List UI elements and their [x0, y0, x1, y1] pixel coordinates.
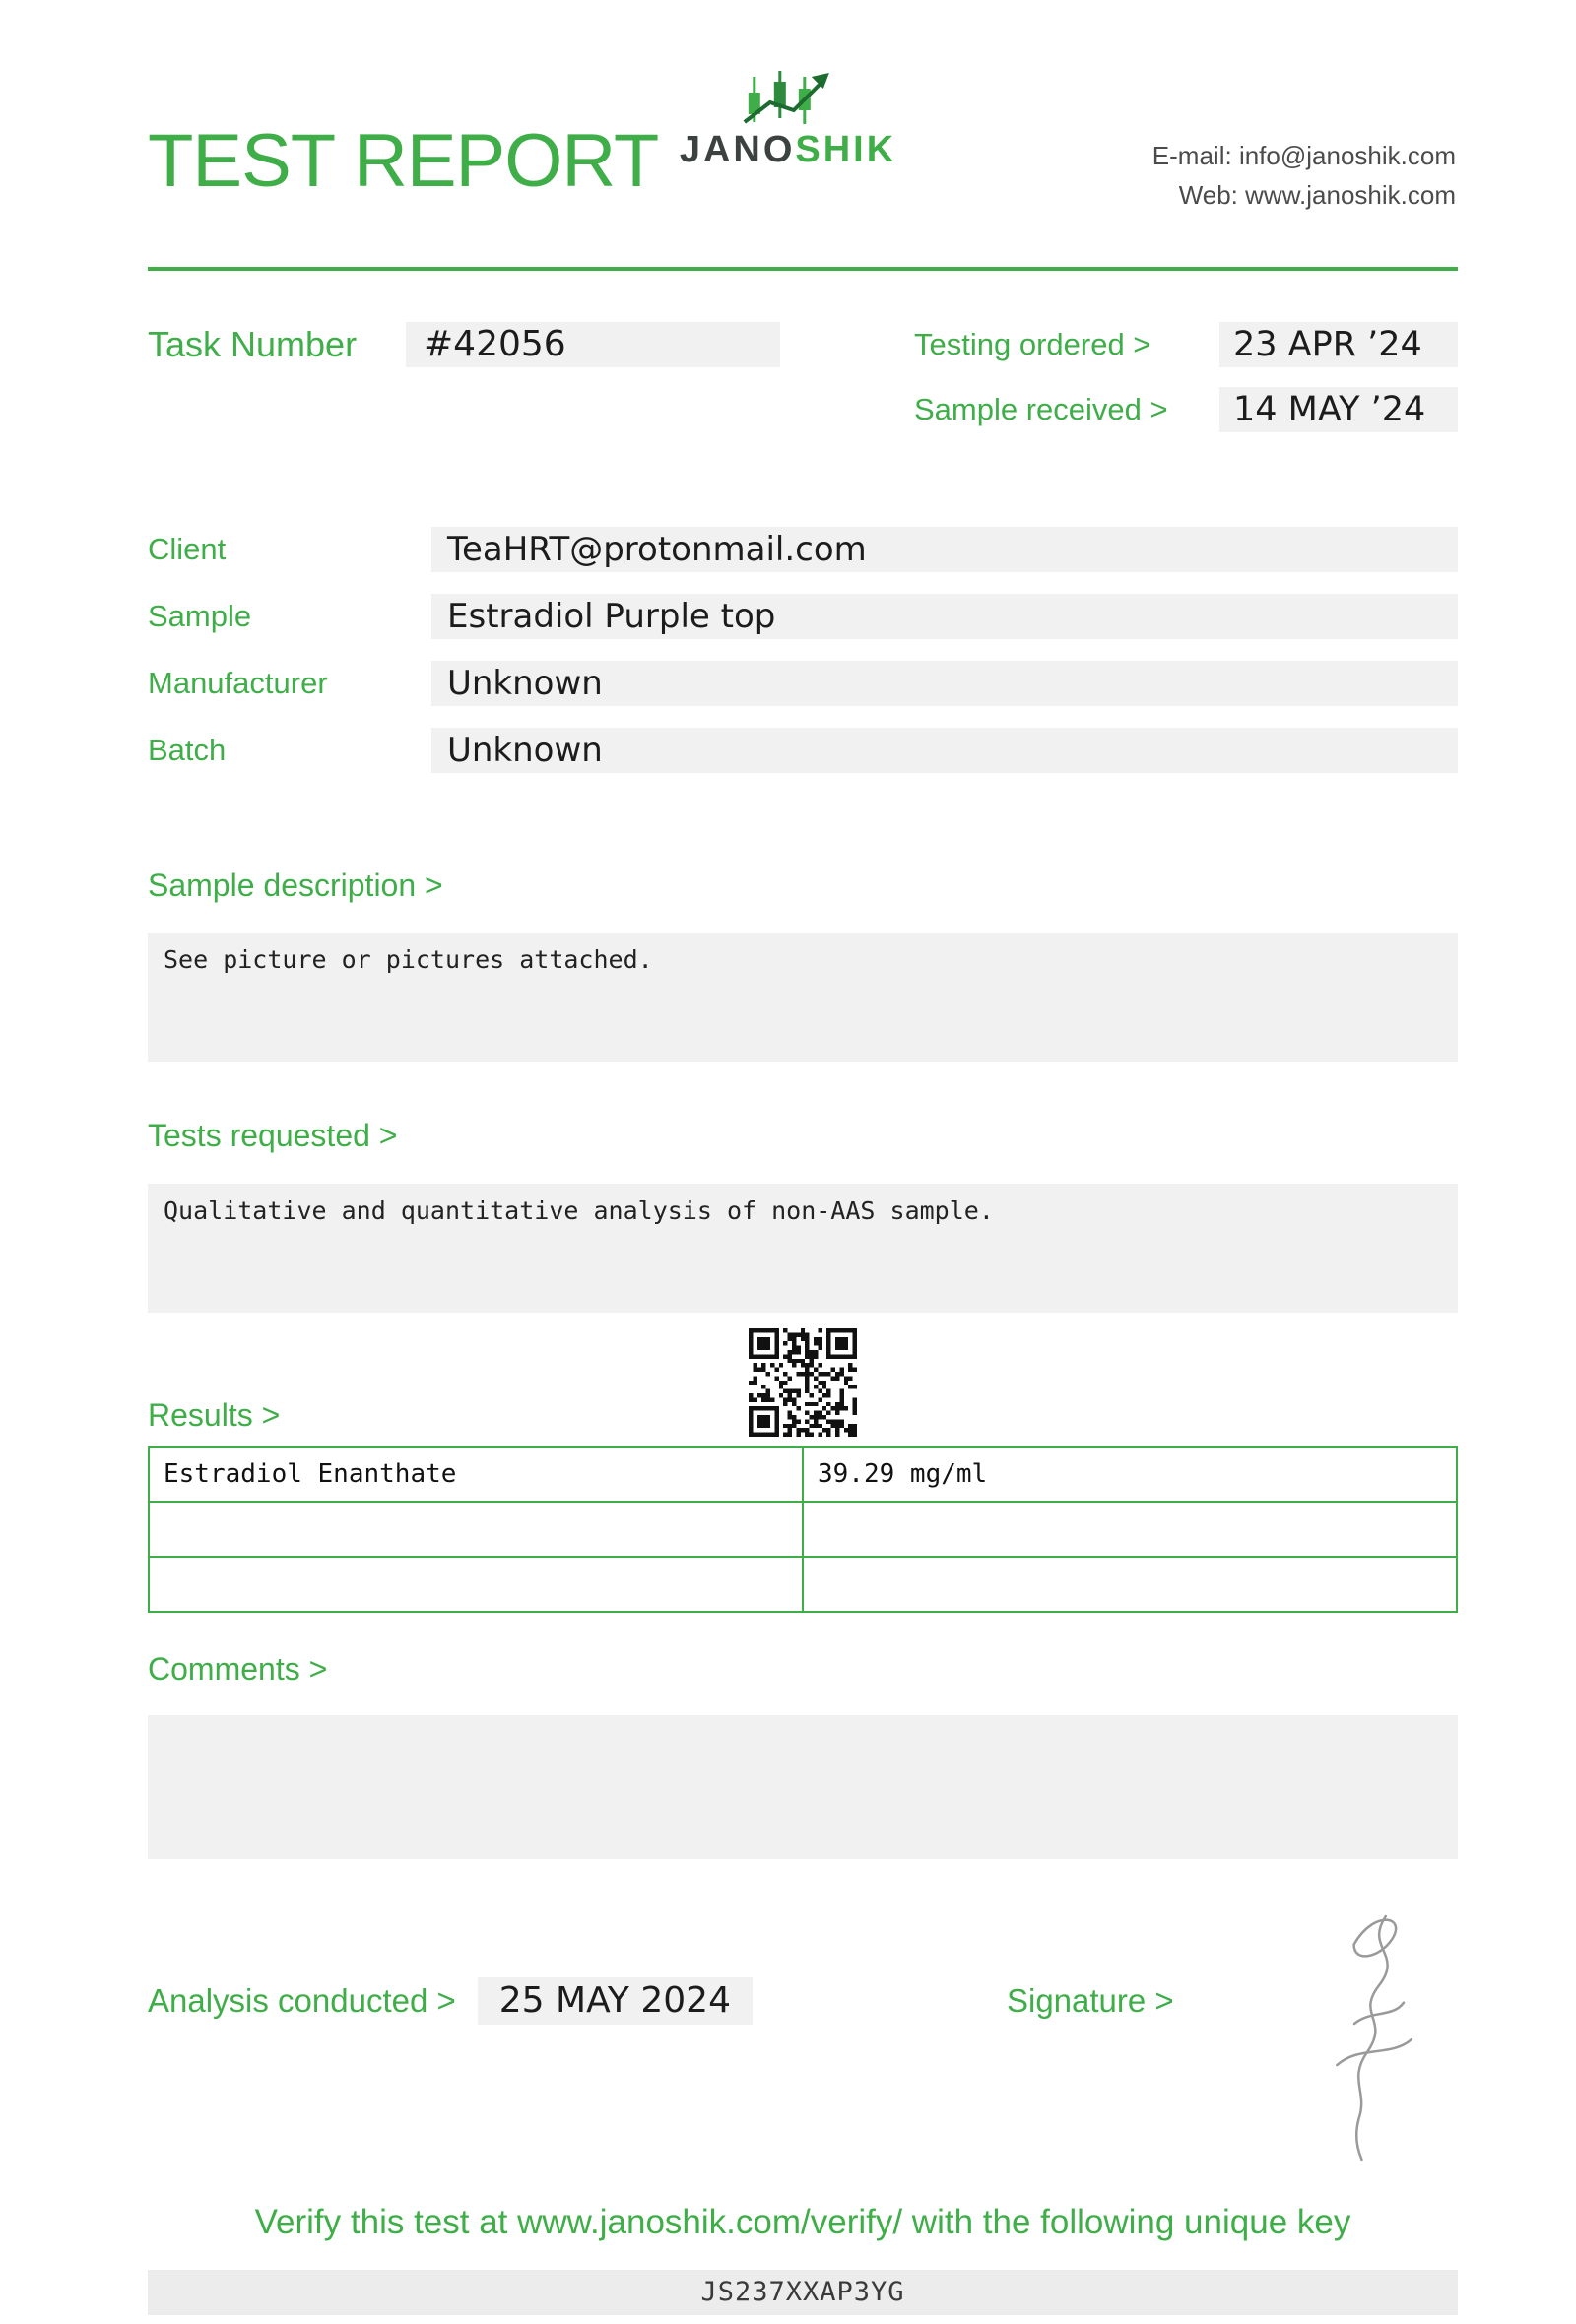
task-section [148, 322, 1458, 432]
verify-text: Verify this test at www.janoshik.com/verify/ with the following unique key [254, 2203, 1351, 2242]
batch-label: Batch [148, 733, 227, 767]
sample-description-text: See picture or pictures attached. [164, 944, 653, 974]
task-number-value: #42056 [406, 322, 780, 367]
result-substance [149, 1502, 803, 1557]
manufacturer-value: Unknown [431, 661, 1458, 706]
tests-requested-text: Qualitative and quantitative analysis of non-AAS sample. [164, 1195, 994, 1225]
contact-block [1152, 136, 1456, 215]
info-row-batch [148, 728, 1458, 773]
testing-ordered-label: Testing ordered > [914, 327, 1151, 361]
result-substance [149, 1557, 803, 1612]
comments-heading: Comments > [148, 1650, 328, 1687]
page-title: TEST REPORT [148, 119, 659, 203]
comments-box [148, 1715, 1458, 1859]
tests-requested-box [148, 1184, 1458, 1313]
manufacturer-label: Manufacturer [148, 666, 328, 700]
info-row-sample [148, 594, 1458, 639]
email-label: E-mail: [1151, 141, 1232, 170]
client-label: Client [148, 532, 227, 566]
logo-wordmark-dark: JANO [679, 129, 796, 170]
client-value: TeaHRT@protonmail.com [431, 527, 1458, 572]
analysis-row [148, 1977, 1458, 2025]
sample-label: Sample [148, 599, 252, 633]
table-row [149, 1447, 1457, 1502]
table-row [149, 1557, 1457, 1612]
sample-received-label: Sample received > [914, 392, 1168, 426]
web-label: Web: [1178, 180, 1238, 210]
table-row [149, 1502, 1457, 1557]
result-concentration [803, 1557, 1457, 1612]
signature-label: Signature > [1006, 1982, 1174, 2020]
task-dates [914, 322, 1458, 432]
sample-description-box [148, 933, 1458, 1062]
testing-ordered-row [914, 322, 1458, 367]
analysis-conducted-value: 25 MAY 2024 [478, 1977, 753, 2025]
task-number-row [148, 322, 780, 432]
contact-email-line [1152, 136, 1456, 175]
analysis-conducted-label: Analysis conducted > [148, 1982, 456, 2020]
testing-ordered-value: 23 APR ’24 [1219, 322, 1458, 367]
header-divider [148, 267, 1458, 271]
email-value: info@janoshik.com [1238, 141, 1456, 170]
sample-received-row [914, 387, 1458, 432]
sample-received-value: 14 MAY ’24 [1219, 387, 1458, 432]
task-number-label: Task Number [148, 324, 358, 364]
sample-value: Estradiol Purple top [431, 594, 1458, 639]
janoshik-logo [680, 69, 896, 171]
unique-key: JS237XXAP3YG [148, 2270, 1458, 2315]
result-concentration: 39.29 mg/ml [803, 1447, 1457, 1502]
results-heading: Results > [148, 1396, 281, 1433]
qr-code [749, 1328, 857, 1437]
report-header [0, 0, 1576, 267]
logo-wordmark [680, 130, 896, 171]
web-value: www.janoshik.com [1245, 180, 1456, 210]
results-header-row [148, 1321, 1458, 1446]
result-substance: Estradiol Enanthate [149, 1447, 803, 1502]
sample-description-heading: Sample description > [148, 868, 443, 903]
tests-requested-heading: Tests requested > [148, 1117, 398, 1153]
sample-info-section [148, 527, 1458, 773]
results-table [148, 1446, 1458, 1613]
info-row-manufacturer [148, 661, 1458, 706]
batch-value: Unknown [431, 728, 1458, 773]
logo-chart-icon [743, 69, 833, 128]
info-row-client [148, 527, 1458, 572]
result-concentration [803, 1502, 1457, 1557]
logo-wordmark-green: SHIK [795, 129, 897, 170]
signature [1305, 1904, 1443, 2179]
contact-web-line [1152, 175, 1456, 215]
